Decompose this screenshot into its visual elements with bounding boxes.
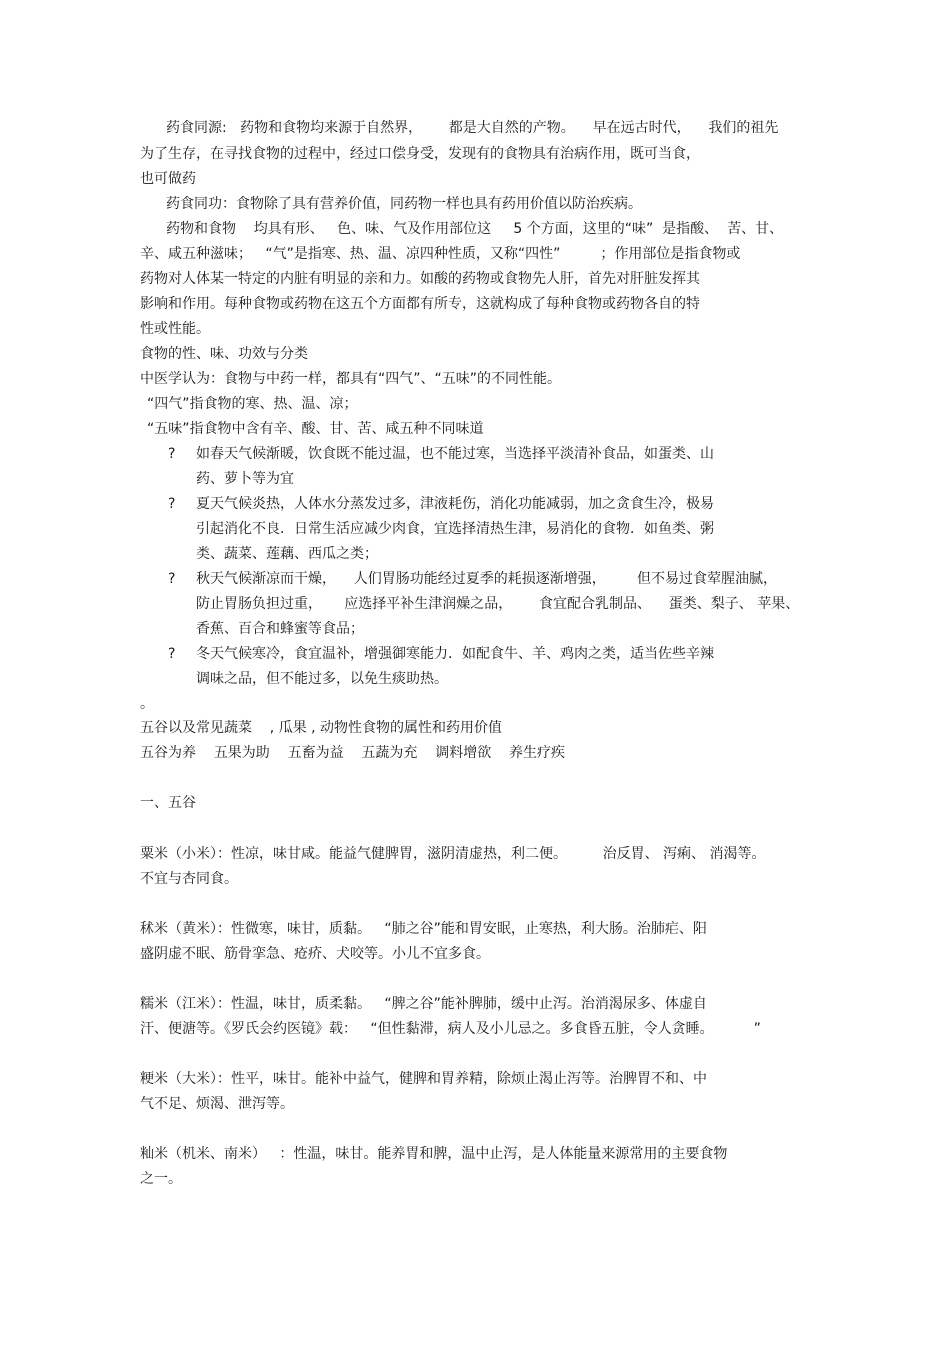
summer-line-3: 类、蔬菜、莲藕、西瓜之类；	[196, 546, 378, 562]
intro-line-1: 药食同源: 药物和食物均来源于自然界， 都是大自然的产物。 早在远古时代， 我们的祖先	[166, 120, 779, 136]
intro-line-2: 为了生存，在寻找食物的过程中，经过口偿身受，发现有的食物具有治病作用，既可当食，	[140, 146, 700, 162]
intro-line-3: 也可做药	[140, 171, 196, 187]
winter-line-2: 调味之品，但不能过多，以免生痰助热。	[196, 671, 448, 687]
spring-line-1: 如春天气候渐暖，饮食既不能过温，也不能过寒，当选择平淡清补食品，如蛋类、山	[196, 446, 714, 462]
intro-line-5: 药物和食物 均具有形、 色、味、气及作用部位这 5 个方面，这里的“味” 是指酸、 苦、甘、	[166, 221, 784, 237]
bullet-autumn: ?	[168, 571, 176, 587]
nuo-line-2: 汗、便溏等。《罗氏会约医镜》载： “但性黏滞，病人及小儿忌之。多食昏五脏，令人贪睡。 ”	[140, 1021, 761, 1037]
autumn-line-1: 秋天气候渐凉而干燥， 人们胃肠功能经过夏季的耗损逐渐增强， 但不易过食荤腥油腻，	[196, 571, 777, 587]
stray-period: 。	[140, 696, 154, 712]
intro-line-4: 药食同功：食物除了具有营养价值，同药物一样也具有药用价值以防治疾病。	[166, 196, 642, 212]
spring-line-2: 药、萝卜等为宜	[196, 471, 294, 487]
bullet-spring: ?	[168, 446, 176, 462]
nuo-line-1: 糯米（江米）：性温，味甘，质柔黏。 “脾之谷”能补脾肺，缓中止泻。治消渴尿多、体虚自	[140, 996, 707, 1012]
autumn-line-3: 香蕉、百合和蜂蜜等食品；	[196, 621, 364, 637]
intro-line-8: 影响和作用。每种食物或药物在这五个方面都有所专，这就构成了每种食物或药物各自的特	[140, 296, 700, 312]
xian-line-1: 籼米（机米、南米） ：性温，味甘。能养胃和脾，温中止泻，是人体能量来源常用的主要食物	[140, 1146, 728, 1162]
su-line-1: 粟米（小米）：性凉，味甘咸。能益气健脾胃，滋阴清虚热，利二便。 治反胃、 泻痢、 消渴等。	[140, 846, 766, 862]
bullet-winter: ?	[168, 646, 176, 662]
autumn-line-2: 防止胃肠负担过重， 应选择平补生津润燥之品， 食宜配合乳制品、 蛋类、梨子、 苹果、	[196, 596, 800, 612]
shu-line-1: 秫米（黄米）：性微寒，味甘，质黏。 “肺之谷”能和胃安眠，止寒热，利大肠。治肺疟、阳	[140, 921, 707, 937]
intro-line-7: 药物对人体某一特定的内脏有明显的亲和力。如酸的药物或食物先人肝，首先对肝脏发挥其	[140, 271, 700, 287]
properties-heading: 食物的性、味、功效与分类	[140, 346, 308, 362]
properties-line-1: 中医学认为：食物与中药一样，都具有“四气”、“五味”的不同性能。	[140, 371, 562, 387]
grains-intro-line-1: 五谷以及常见蔬菜 , 瓜果 , 动物性食物的属性和药用价值	[140, 720, 503, 736]
intro-line-6: 辛、咸五种滋味； “气”是指寒、热、温、凉四种性质，又称“四性” ；作用部位是指食物或	[140, 246, 741, 262]
intro-line-9: 性或性能。	[140, 321, 210, 337]
xian-line-2: 之一。	[140, 1171, 182, 1187]
geng-line-1: 粳米（大米）：性平，味甘。能补中益气，健脾和胃养精，除烦止渴止泻等。治脾胃不和、中	[140, 1071, 707, 1087]
summer-line-2: 引起消化不良．日常生活应减少肉食，宜选择清热生津，易消化的食物．如鱼类、粥	[196, 521, 714, 537]
shu-line-2: 盛阴虚不眠、筋骨挛急、疮疥、犬咬等。小儿不宜多食。	[140, 946, 490, 962]
properties-line-2: “四气”指食物的寒、热、温、凉；	[147, 396, 358, 412]
summer-line-1: 夏天气候炎热，人体水分蒸发过多，津液耗伤，消化功能减弱，加之贪食生冷，极易	[196, 496, 714, 512]
geng-line-2: 气不足、烦渴、泄泻等。	[140, 1096, 294, 1112]
grains-heading: 一、五谷	[140, 795, 196, 811]
bullet-summer: ?	[168, 496, 176, 512]
grains-intro-line-2: 五谷为养 五果为助 五畜为益 五蔬为充 调料增欲 养生疗疾	[140, 745, 566, 761]
properties-line-3: “五味”指食物中含有辛、酸、甘、苦、咸五种不同味道	[147, 421, 484, 437]
winter-line-1: 冬天气候寒冷，食宜温补，增强御寒能力．如配食牛、羊、鸡肉之类，适当佐些辛辣	[196, 646, 714, 662]
su-line-2: 不宜与杏同食。	[140, 871, 238, 887]
